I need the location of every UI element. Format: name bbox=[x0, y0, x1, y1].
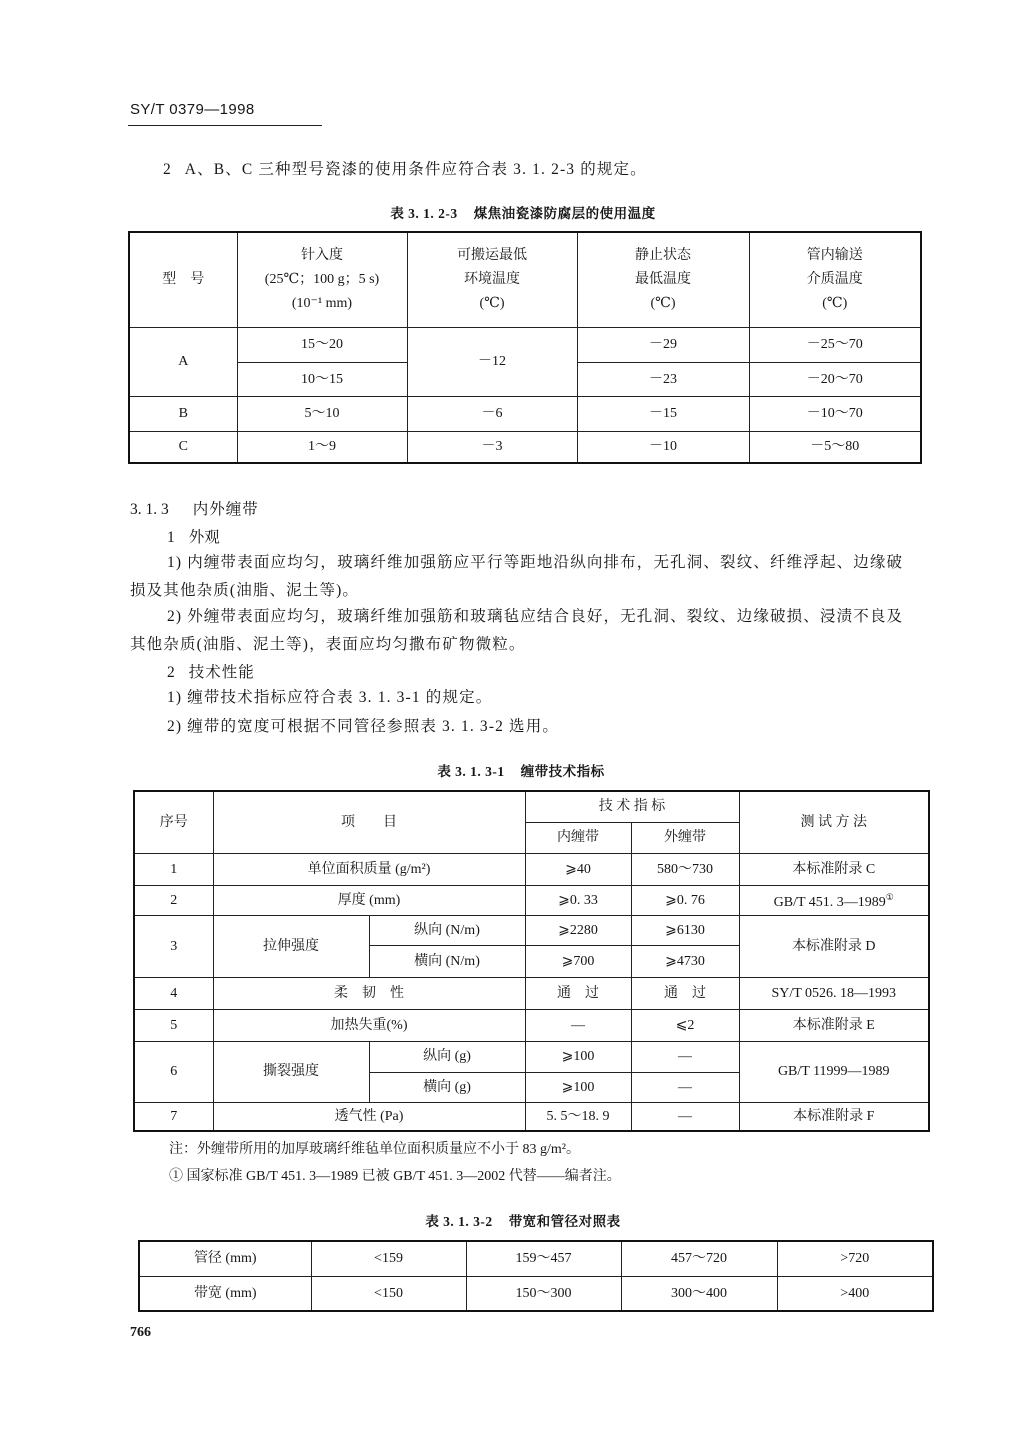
table-row bbox=[129, 396, 921, 431]
table-row bbox=[134, 977, 929, 1009]
table-row bbox=[134, 1009, 929, 1041]
usage-temperature-table bbox=[128, 231, 922, 464]
section-number: 3. 1. 3 bbox=[130, 501, 169, 518]
cell-inner-value: ⩾700 bbox=[525, 945, 631, 977]
appearance-item-1-line2: 损及其他杂质(油脂、泥土等)。 bbox=[130, 582, 360, 599]
cell-outer-value: ⩾6130 bbox=[631, 915, 739, 945]
cell-inner-value: 通 过 bbox=[525, 977, 631, 1009]
cell-no: 1 bbox=[134, 853, 213, 885]
cell-inner-value: — bbox=[525, 1009, 631, 1041]
page-number: 766 bbox=[130, 1325, 151, 1340]
table-row bbox=[129, 431, 921, 463]
header-handling-line3: (℃) bbox=[479, 295, 505, 311]
footnote-marker: ① bbox=[885, 892, 894, 902]
intro-paragraph bbox=[163, 161, 647, 179]
cell-medium-temp: －10～70 bbox=[749, 396, 921, 431]
cell-no: 2 bbox=[134, 885, 213, 915]
header-cell-handling-temp bbox=[407, 232, 577, 327]
cell-direction: 纵向 (N/m) bbox=[369, 915, 525, 945]
table-row bbox=[134, 1102, 929, 1131]
row-label-pipe-diameter: 管径 (mm) bbox=[139, 1241, 311, 1276]
cell-static-temp: －23 bbox=[577, 362, 749, 396]
row-label-tape-width: 带宽 (mm) bbox=[139, 1276, 311, 1311]
cell-method bbox=[739, 885, 929, 915]
table-note: 注：外缠带所用的加厚玻璃纤维毡单位面积质量应不小于 83 g/m²。 bbox=[169, 1142, 580, 1157]
table-header-row bbox=[129, 232, 921, 327]
cell-outer-value: — bbox=[631, 1072, 739, 1102]
performance-item-2: 2) 缠带的宽度可根据不同管径参照表 3. 1. 3-2 选用。 bbox=[167, 718, 559, 735]
cell-outer-value: ⩽2 bbox=[631, 1009, 739, 1041]
standard-code-header: SY/T 0379—1998 bbox=[130, 101, 255, 118]
cell-value: >720 bbox=[777, 1241, 933, 1276]
cell-item: 加热失重(%) bbox=[213, 1009, 525, 1041]
table1-caption-title: 煤焦油瓷漆防腐层的使用温度 bbox=[473, 206, 656, 221]
cell-no: 7 bbox=[134, 1102, 213, 1131]
header-cell-item: 项 目 bbox=[213, 791, 525, 853]
subsection-appearance-number: 1 bbox=[167, 529, 175, 546]
subsection-appearance bbox=[167, 529, 220, 547]
cell-outer-value: 通 过 bbox=[631, 977, 739, 1009]
table1-caption-number: 表 3. 1. 2-3 bbox=[390, 206, 458, 221]
cell-outer-value: ⩾0. 76 bbox=[631, 885, 739, 915]
cell-value: 300～400 bbox=[621, 1276, 777, 1311]
section-title: 内外缠带 bbox=[192, 501, 259, 518]
cell-outer-value: — bbox=[631, 1041, 739, 1072]
cell-penetration: 1～9 bbox=[237, 431, 407, 463]
cell-method: 本标准附录 E bbox=[739, 1009, 929, 1041]
table2-caption-title: 缠带技术指标 bbox=[520, 764, 605, 779]
cell-inner-value: 5. 5～18. 9 bbox=[525, 1102, 631, 1131]
cell-item: 撕裂强度 bbox=[213, 1041, 369, 1102]
performance-item-1: 1) 缠带技术指标应符合表 3. 1. 3-1 的规定。 bbox=[167, 689, 493, 706]
table3-caption-number: 表 3. 1. 3-2 bbox=[425, 1214, 493, 1229]
cell-no: 4 bbox=[134, 977, 213, 1009]
cell-type-c: C bbox=[129, 431, 237, 463]
header-static-line3: (℃) bbox=[650, 295, 676, 311]
header-cell-type bbox=[129, 232, 237, 327]
cell-direction: 横向 (N/m) bbox=[369, 945, 525, 977]
cell-method: 本标准附录 F bbox=[739, 1102, 929, 1131]
header-cell-inner-tape: 内缠带 bbox=[525, 822, 631, 853]
table-header-row bbox=[134, 791, 929, 822]
header-medium-line3: (℃) bbox=[822, 295, 848, 311]
header-cell-medium-temp bbox=[749, 232, 921, 327]
cell-method: 本标准附录 C bbox=[739, 853, 929, 885]
header-cell-method: 测 试 方 法 bbox=[739, 791, 929, 853]
section-heading bbox=[130, 501, 259, 519]
table-row bbox=[134, 1041, 929, 1072]
table-row bbox=[139, 1241, 933, 1276]
table2-caption bbox=[0, 764, 1024, 780]
table-row bbox=[139, 1276, 933, 1311]
cell-value: 457～720 bbox=[621, 1241, 777, 1276]
subsection-appearance-title: 外观 bbox=[188, 529, 220, 546]
cell-item: 厚度 (mm) bbox=[213, 885, 525, 915]
appearance-item-2-line1: 2) 外缠带表面应均匀，玻璃纤维加强筋和玻璃毡应结合良好，无孔洞、裂纹、边缘破损、浸渍不良及 bbox=[167, 608, 904, 625]
header-cell-outer-tape: 外缠带 bbox=[631, 822, 739, 853]
cell-no: 6 bbox=[134, 1041, 213, 1102]
header-handling-line2: 环境温度 bbox=[464, 271, 520, 287]
cell-static-temp: －15 bbox=[577, 396, 749, 431]
cell-inner-value: ⩾2280 bbox=[525, 915, 631, 945]
editor-footnote: ① 国家标准 GB/T 451. 3—1989 已被 GB/T 451. 3—2002 代替——编者注。 bbox=[169, 1169, 621, 1184]
cell-item: 拉伸强度 bbox=[213, 915, 369, 977]
header-medium-line1: 管内输送 bbox=[806, 247, 863, 263]
cell-value: 150～300 bbox=[466, 1276, 621, 1311]
cell-handling-temp: －12 bbox=[407, 327, 577, 396]
cell-direction: 纵向 (g) bbox=[369, 1041, 525, 1072]
header-type-label: 型 号 bbox=[162, 272, 205, 288]
table2-caption-number: 表 3. 1. 3-1 bbox=[437, 764, 505, 779]
table3-caption bbox=[0, 1214, 1024, 1230]
cell-no: 3 bbox=[134, 915, 213, 977]
tape-specification-table bbox=[133, 790, 930, 1132]
header-cell-static-temp bbox=[577, 232, 749, 327]
table-row bbox=[134, 885, 929, 915]
header-medium-line2: 介质温度 bbox=[806, 271, 863, 287]
cell-item: 透气性 (Pa) bbox=[213, 1102, 525, 1131]
cell-outer-value: ⩾4730 bbox=[631, 945, 739, 977]
cell-penetration: 10～15 bbox=[237, 362, 407, 396]
cell-inner-value: ⩾40 bbox=[525, 853, 631, 885]
cell-outer-value: — bbox=[631, 1102, 739, 1131]
cell-inner-value: ⩾0. 33 bbox=[525, 885, 631, 915]
cell-inner-value: ⩾100 bbox=[525, 1041, 631, 1072]
method-text: GB/T 451. 3—1989 bbox=[773, 895, 886, 910]
width-diameter-table bbox=[138, 1240, 934, 1312]
table-row bbox=[129, 327, 921, 362]
header-penetration-line1: 针入度 bbox=[301, 247, 343, 263]
header-static-line2: 最低温度 bbox=[635, 271, 691, 287]
header-cell-spec: 技 术 指 标 bbox=[525, 791, 739, 822]
cell-value: 159～457 bbox=[466, 1241, 621, 1276]
header-penetration-line2: (25℃；100 g；5 s) bbox=[264, 271, 380, 287]
header-handling-line1: 可搬运最低 bbox=[457, 247, 527, 263]
cell-value: <159 bbox=[311, 1241, 466, 1276]
cell-item: 柔 韧 性 bbox=[213, 977, 525, 1009]
table1-caption bbox=[0, 206, 1024, 222]
appearance-item-2-line2: 其他杂质(油脂、泥土等)，表面应均匀撒布矿物微粒。 bbox=[130, 636, 526, 653]
header-penetration-line3: (10⁻¹ mm) bbox=[291, 295, 353, 311]
cell-penetration: 15～20 bbox=[237, 327, 407, 362]
cell-direction: 横向 (g) bbox=[369, 1072, 525, 1102]
cell-type-b: B bbox=[129, 396, 237, 431]
cell-medium-temp: －5～80 bbox=[749, 431, 921, 463]
appearance-item-1-line1: 1) 内缠带表面应均匀，玻璃纤维加强筋应平行等距地沿纵向排布，无孔洞、裂纹、纤维浮起、边缘破 bbox=[167, 554, 904, 571]
table-row bbox=[134, 915, 929, 945]
intro-text: A、B、C 三种型号瓷漆的使用条件应符合表 3. 1. 2-3 的规定。 bbox=[184, 161, 647, 178]
cell-medium-temp: －25～70 bbox=[749, 327, 921, 362]
cell-method: 本标准附录 D bbox=[739, 915, 929, 977]
cell-value: >400 bbox=[777, 1276, 933, 1311]
cell-handling-temp: －3 bbox=[407, 431, 577, 463]
table-row bbox=[134, 853, 929, 885]
cell-static-temp: －29 bbox=[577, 327, 749, 362]
subsection-performance bbox=[167, 664, 255, 682]
header-static-line1: 静止状态 bbox=[635, 247, 691, 263]
cell-type-a: A bbox=[129, 327, 237, 396]
cell-inner-value: ⩾100 bbox=[525, 1072, 631, 1102]
cell-value: <150 bbox=[311, 1276, 466, 1311]
header-cell-no: 序号 bbox=[134, 791, 213, 853]
cell-penetration: 5～10 bbox=[237, 396, 407, 431]
header-cell-penetration bbox=[237, 232, 407, 327]
cell-method: GB/T 11999—1989 bbox=[739, 1041, 929, 1102]
cell-static-temp: －10 bbox=[577, 431, 749, 463]
header-rule bbox=[128, 125, 322, 126]
cell-item: 单位面积质量 (g/m²) bbox=[213, 853, 525, 885]
cell-medium-temp: －20～70 bbox=[749, 362, 921, 396]
table3-caption-title: 带宽和管径对照表 bbox=[508, 1214, 621, 1229]
cell-method: SY/T 0526. 18—1993 bbox=[739, 977, 929, 1009]
cell-handling-temp: －6 bbox=[407, 396, 577, 431]
intro-number: 2 bbox=[163, 161, 171, 178]
cell-no: 5 bbox=[134, 1009, 213, 1041]
subsection-performance-title: 技术性能 bbox=[188, 664, 255, 681]
cell-outer-value: 580～730 bbox=[631, 853, 739, 885]
subsection-performance-number: 2 bbox=[167, 664, 175, 681]
